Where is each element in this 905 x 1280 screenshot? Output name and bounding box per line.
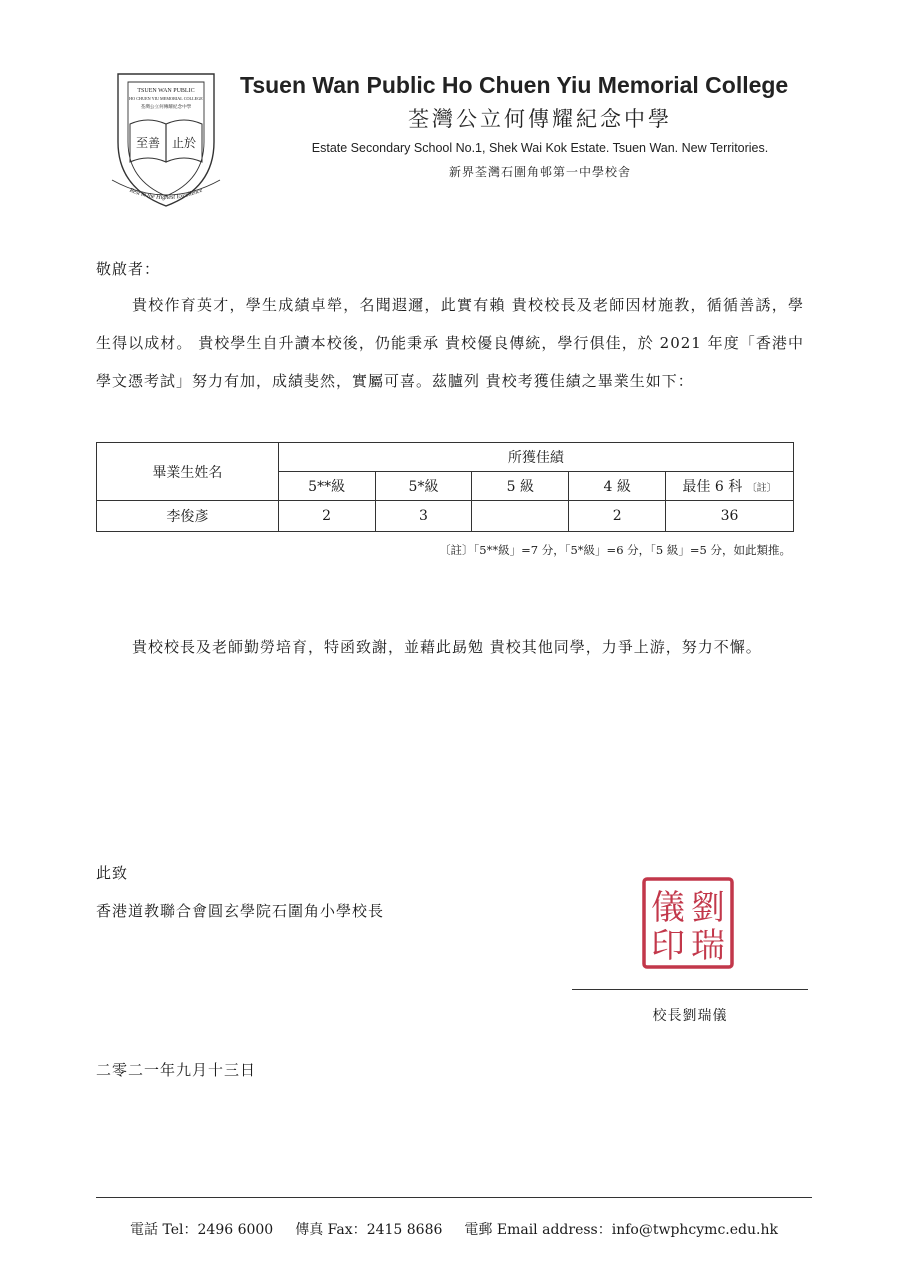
school-crest-logo	[96, 60, 236, 210]
seal-char: 儀	[651, 888, 685, 928]
crest-text-zh: 荃灣公立何傳耀紀念中學	[140, 105, 192, 110]
tel-label: 電話 Tel：	[130, 1222, 198, 1238]
salutation: 敬啟者：	[96, 260, 161, 278]
column-header: 5**級	[278, 472, 375, 501]
school-name-en: Tsuen Wan Public Ho Chuen Yiu Memorial College	[240, 72, 789, 98]
group-header: 所獲佳績	[278, 443, 793, 472]
fax-number: 2415 8686	[366, 1222, 443, 1238]
email-link[interactable]: info@twphcymc.edu.hk	[611, 1222, 778, 1238]
results-table	[96, 442, 794, 532]
table-cell: 36	[666, 501, 794, 532]
seal-char: 瑞	[691, 926, 725, 966]
signatory: 校長劉瑞儀	[652, 1008, 728, 1024]
svg-text:Rest in the Highest Excellence	[128, 186, 204, 201]
tel-number: 2496 6000	[197, 1222, 274, 1238]
table-cell: 2	[569, 501, 666, 532]
school-address-zh: 新界荃灣石圍角邨第一中學校舍	[448, 165, 631, 179]
crest-text-top: TSUEN WAN PUBLIC	[137, 88, 195, 94]
column-header-label: 最佳 6 科	[682, 479, 743, 495]
column-header-best6	[666, 472, 794, 501]
column-header: 5 級	[472, 472, 569, 501]
crest-book-left: 至善	[135, 136, 161, 150]
signature-line	[572, 989, 808, 990]
letter-date: 二零二一年九月十三日	[96, 1061, 257, 1079]
table-row	[97, 501, 794, 532]
body-paragraph-2: 貴校校長及老師勤勞培育，特函致謝，並藉此勗勉 貴校其他同學，力爭上游，努力不懈。	[132, 638, 762, 656]
note-marker: 〔註〕	[746, 483, 777, 494]
closing: 此致	[96, 864, 129, 882]
recipient: 香港道教聯合會圓玄學院石圍角小學校長	[96, 902, 385, 920]
footer-divider	[96, 1197, 812, 1198]
table-cell: 2	[278, 501, 375, 532]
crest-book-right: 止於	[171, 136, 197, 150]
table-footnote: 〔註〕「5**級」=7 分，「5*級」=6 分，「5 級」=5 分，如此類推。	[439, 543, 791, 557]
school-address-en: Estate Secondary School No.1, Shek Wai Kok Estate. Tsuen Wan. New Territories.	[311, 141, 769, 155]
table-header-row	[97, 443, 794, 472]
student-name: 李俊彥	[97, 501, 279, 532]
column-header: 4 級	[569, 472, 666, 501]
column-header: 5*級	[375, 472, 472, 501]
table-cell	[472, 501, 569, 532]
crest-text-top2: HO CHUEN YIU MEMORIAL COLLEGE	[129, 96, 203, 101]
email-label: 電郵 Email address：	[464, 1222, 612, 1238]
crest-motto: Rest in the Highest Excellence	[128, 186, 204, 202]
seal-char: 印	[651, 926, 685, 966]
fax-label: 傳真 Fax：	[295, 1222, 367, 1238]
seal-char: 劉	[691, 888, 725, 928]
footer-contact	[96, 1219, 812, 1239]
body-paragraph-1: 貴校作育英才，學生成績卓犖，名聞遐邇，此實有賴 貴校校長及老師因材施教，循循善誘，學生得以成材。 貴校學生自升讀本校後，仍能秉承 貴校優良傳統，學行俱佳，於 2021 年度「香港中學文憑考試」努力有加，成績斐然，實屬可喜。茲臚列 貴校考獲佳績之畢業生如下：	[96, 296, 804, 390]
school-name-zh: 荃灣公立何傳耀紀念中學	[408, 107, 672, 131]
table-cell: 3	[375, 501, 472, 532]
name-header: 畢業生姓名	[97, 443, 279, 501]
principal-seal	[640, 875, 736, 971]
